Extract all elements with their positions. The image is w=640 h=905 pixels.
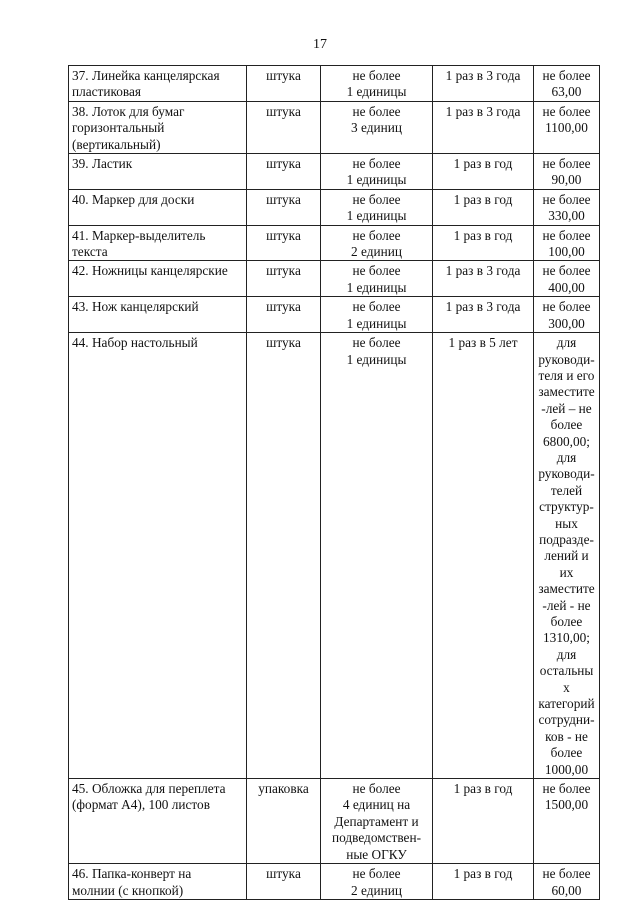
quantity-cell: не более 4 единиц на Департамент и подведомствен- ные ОГКУ [321,779,433,864]
table-row [69,66,600,102]
unit-cell: упаковка [247,779,321,864]
unit-cell: штука [247,864,321,900]
norms-table-body [69,66,600,900]
period-cell: 1 раз в 3 года [433,101,534,153]
period-cell: 1 раз в год [433,779,534,864]
quantity-cell: не более 3 единиц [321,101,433,153]
item-name-cell: 40. Маркер для доски [69,189,247,225]
item-name-cell: 39. Ластик [69,154,247,190]
table-row [69,261,600,297]
period-cell: 1 раз в год [433,864,534,900]
period-cell: 1 раз в год [433,225,534,261]
table-row [69,189,600,225]
price-cell: не более 100,00 [534,225,600,261]
item-name-cell: 41. Маркер-выделитель текста [69,225,247,261]
price-cell: не более 63,00 [534,66,600,102]
period-cell: 1 раз в 3 года [433,261,534,297]
unit-cell: штука [247,101,321,153]
item-name-cell: 38. Лоток для бумаг горизонтальный (вертикальный) [69,101,247,153]
item-name-cell: 45. Обложка для переплета (формат А4), 100 листов [69,779,247,864]
table-row [69,297,600,333]
quantity-cell: не более 1 единицы [321,261,433,297]
period-cell: 1 раз в 5 лет [433,333,534,779]
item-name-cell: 42. Ножницы канцелярские [69,261,247,297]
price-cell: не более 400,00 [534,261,600,297]
item-name-cell: 46. Папка-конверт на молнии (с кнопкой) [69,864,247,900]
quantity-cell: не более 1 единицы [321,297,433,333]
norms-table [68,65,600,900]
price-cell: не более 90,00 [534,154,600,190]
period-cell: 1 раз в 3 года [433,297,534,333]
table-row [69,779,600,864]
unit-cell: штука [247,189,321,225]
table-row [69,225,600,261]
item-name-cell: 37. Линейка канцелярская пластиковая [69,66,247,102]
quantity-cell: не более 1 единицы [321,333,433,779]
price-cell: для руководи- теля и его заместите -лей – не более 6800,00; для руководи- телей структур- ных подразде- лений и их заместите -лей - не более 1310,00; для остальны х категорий сотрудни- ков - не более 1000,00 [534,333,600,779]
page-number: 17 [313,37,327,52]
table-row [69,864,600,900]
price-cell: не более 1100,00 [534,101,600,153]
unit-cell: штука [247,261,321,297]
table-row [69,333,600,779]
unit-cell: штука [247,297,321,333]
item-name-cell: 44. Набор настольный [69,333,247,779]
quantity-cell: не более 1 единицы [321,189,433,225]
unit-cell: штука [247,225,321,261]
table-row [69,154,600,190]
period-cell: 1 раз в год [433,189,534,225]
unit-cell: штука [247,333,321,779]
period-cell: 1 раз в 3 года [433,66,534,102]
price-cell: не более 60,00 [534,864,600,900]
price-cell: не более 300,00 [534,297,600,333]
unit-cell: штука [247,154,321,190]
quantity-cell: не более 1 единицы [321,66,433,102]
quantity-cell: не более 1 единицы [321,154,433,190]
quantity-cell: не более 2 единиц [321,864,433,900]
period-cell: 1 раз в год [433,154,534,190]
table-row [69,101,600,153]
price-cell: не более 1500,00 [534,779,600,864]
price-cell: не более 330,00 [534,189,600,225]
item-name-cell: 43. Нож канцелярский [69,297,247,333]
quantity-cell: не более 2 единиц [321,225,433,261]
unit-cell: штука [247,66,321,102]
